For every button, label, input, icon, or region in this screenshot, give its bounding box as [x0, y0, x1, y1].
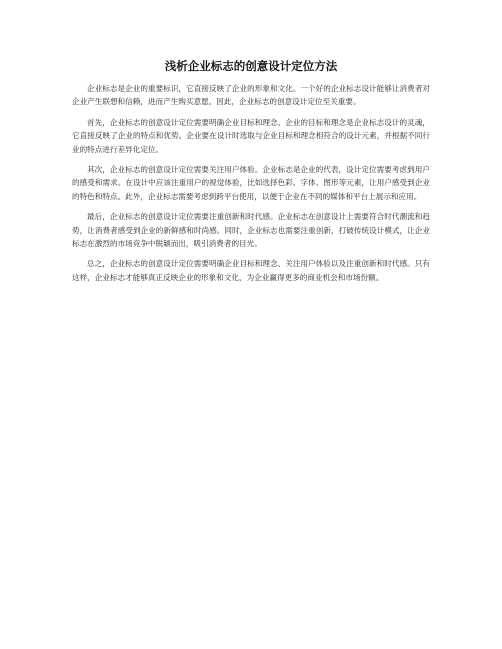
paragraph-conclusion: 总之，企业标志的创意设计定位需要明确企业目标和理念、关注用户体验以及注重创新和时代感。只有这样，企业标志才能够真正反映企业的形象和文化，为企业赢得更多的商业机会和市场份额。 [72, 259, 430, 282]
document-body [72, 82, 430, 291]
document-title: 浅析企业标志的创意设计定位方法 [164, 59, 338, 73]
paragraph-intro: 企业标志是企业的重要标识，它直接反映了企业的形象和文化。一个好的企业标志设计能够让消费者对企业产生联想和信赖，进而产生购买意愿。因此，企业标志的创意设计定位至关重要。 [72, 84, 430, 107]
paragraph-first: 首先，企业标志的创意设计定位需要明确企业目标和理念。企业的目标和理念是企业标志设计的灵魂，它直接反映了企业的特点和优势。企业要在设计时选取与企业目标和理念相符合的设计元素，并根据不同行业的特点进行差异化定位。 [72, 117, 430, 154]
paragraph-second: 其次，企业标志的创意设计定位需要关注用户体验。企业标志是企业的代表，设计定位需要考虑到用户的感受和需求。在设计中应该注重用户的视觉体验，比如选择色彩、字体、图形等元素，让用户感受到企业的特色和特点。此外，企业标志需要考虑到跨平台使用，以便于企业在不同的媒体和平台上展示和应用。 [72, 165, 430, 201]
paragraph-last: 最后，企业标志的创意设计定位需要注重创新和时代感。企业标志在创意设计上需要符合时代潮流和趋势，让消费者感受到企业的新鲜感和时尚感。同时，企业标志也需要注重创新，打破传统设计模式，让企业标志在激烈的市场竞争中脱颖而出，吸引消费者的目光。 [72, 212, 430, 249]
